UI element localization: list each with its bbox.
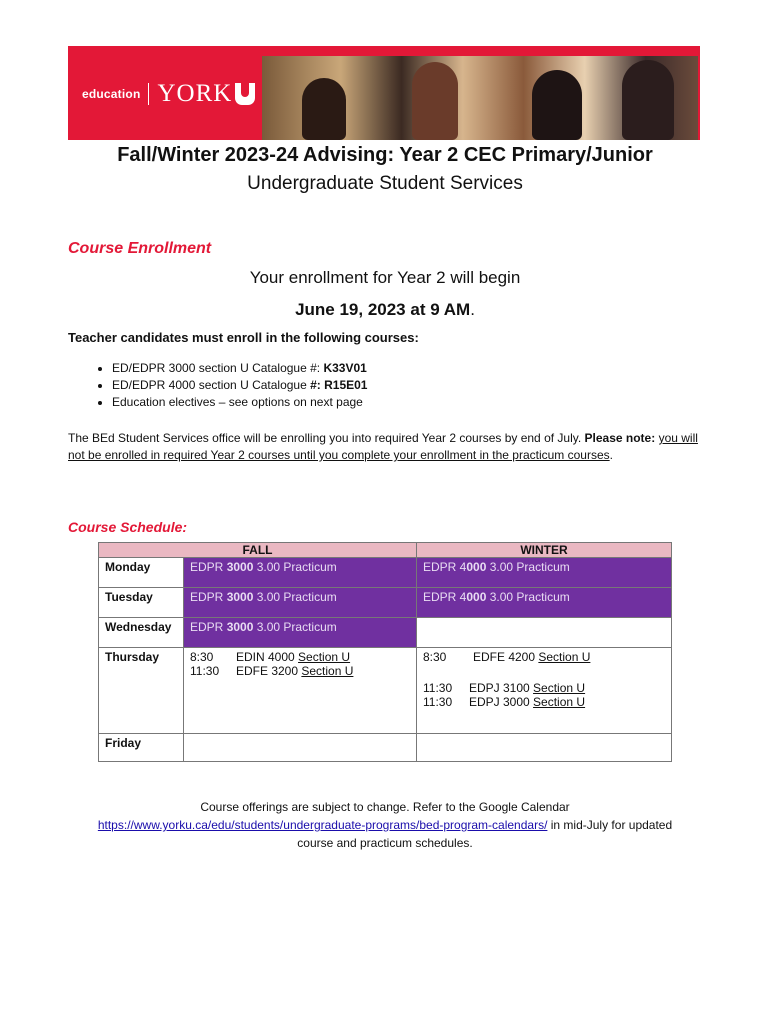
day-label: Thursday xyxy=(99,648,184,734)
fall-practicum-cell: EDPR 3000 3.00 Practicum xyxy=(184,618,417,648)
footer-line-3: course and practicum schedules. xyxy=(297,836,473,850)
list-item: • ED/EDPR 4000 section U Catalogue #: R15E01 xyxy=(112,377,367,394)
table-row xyxy=(99,558,672,588)
fall-practicum-cell: EDPR 3000 3.00 Practicum xyxy=(184,588,417,618)
york-education-logo xyxy=(82,80,255,108)
table-row xyxy=(99,648,672,734)
footer-line-1: Course offerings are subject to change. Refer to the Google Calendar xyxy=(200,800,570,814)
day-label: Friday xyxy=(99,734,184,762)
winter-practicum-cell: EDPR 4000 3.00 Practicum xyxy=(417,558,672,588)
empty-cell xyxy=(417,734,672,762)
day-label: Monday xyxy=(99,558,184,588)
empty-cell xyxy=(417,618,672,648)
day-label: Tuesday xyxy=(99,588,184,618)
day-label: Wednesday xyxy=(99,618,184,648)
header-banner xyxy=(68,46,700,140)
logo-york-text: YORK xyxy=(157,80,233,107)
enrollment-date xyxy=(0,300,770,320)
list-item: • Education electives – see options on next page xyxy=(112,394,367,411)
logo-education-text: education xyxy=(82,87,141,101)
enrollment-date-suffix: . xyxy=(470,300,475,319)
required-courses-list xyxy=(92,360,367,411)
footer-line-2: https://www.yorku.ca/edu/students/undergraduate-programs/bed-program-calendars/ in mid-July for updated xyxy=(97,818,673,832)
must-enroll-text: Teacher candidates must enroll in the following courses: xyxy=(68,330,419,345)
fall-practicum-cell: EDPR 3000 3.00 Practicum xyxy=(184,558,417,588)
logo-u-mark xyxy=(235,83,255,105)
enrollment-date-value: June 19, 2023 at 9 AM xyxy=(295,300,471,319)
students-photo xyxy=(262,56,698,140)
thursday-winter-cell: 8:30 EDFE 4200 Section U 11:30 EDPJ 3100 Section U 11:30 EDPJ 3000 Section U xyxy=(417,648,672,734)
program-calendar-link[interactable]: https://www.yorku.ca/edu/students/undergraduate-programs/bed-program-calendars/ xyxy=(97,818,548,832)
logo-divider xyxy=(148,83,149,105)
enrollment-begin-text: Your enrollment for Year 2 will begin xyxy=(249,268,521,287)
list-item: • ED/EDPR 3000 section U Catalogue #: K33V01 xyxy=(112,360,367,377)
winter-column-header: WINTER xyxy=(417,543,672,558)
winter-practicum-cell: EDPR 4000 3.00 Practicum xyxy=(417,588,672,618)
course-schedule-table xyxy=(98,542,672,762)
table-row xyxy=(99,734,672,762)
table-row xyxy=(99,588,672,618)
enrollment-note-paragraph: The BEd Student Services office will be enrolling you into required Year 2 courses by end of July. Please note: you will not be enrolled in required Year 2 courses until you complete your enrollment in the practicum courses. xyxy=(68,431,698,462)
empty-cell xyxy=(184,734,417,762)
fall-column-header: FALL xyxy=(99,543,417,558)
table-row xyxy=(99,618,672,648)
page-title: Fall/Winter 2023-24 Advising: Year 2 CEC Primary/Junior xyxy=(117,144,653,166)
thursday-fall-cell: 8:30 EDIN 4000 Section U 11:30 EDFE 3200 Section U xyxy=(184,648,417,734)
course-enrollment-heading: Course Enrollment xyxy=(68,240,212,257)
footer-note xyxy=(0,798,770,852)
course-schedule-heading: Course Schedule: xyxy=(68,519,188,535)
page-subtitle: Undergraduate Student Services xyxy=(247,173,523,194)
